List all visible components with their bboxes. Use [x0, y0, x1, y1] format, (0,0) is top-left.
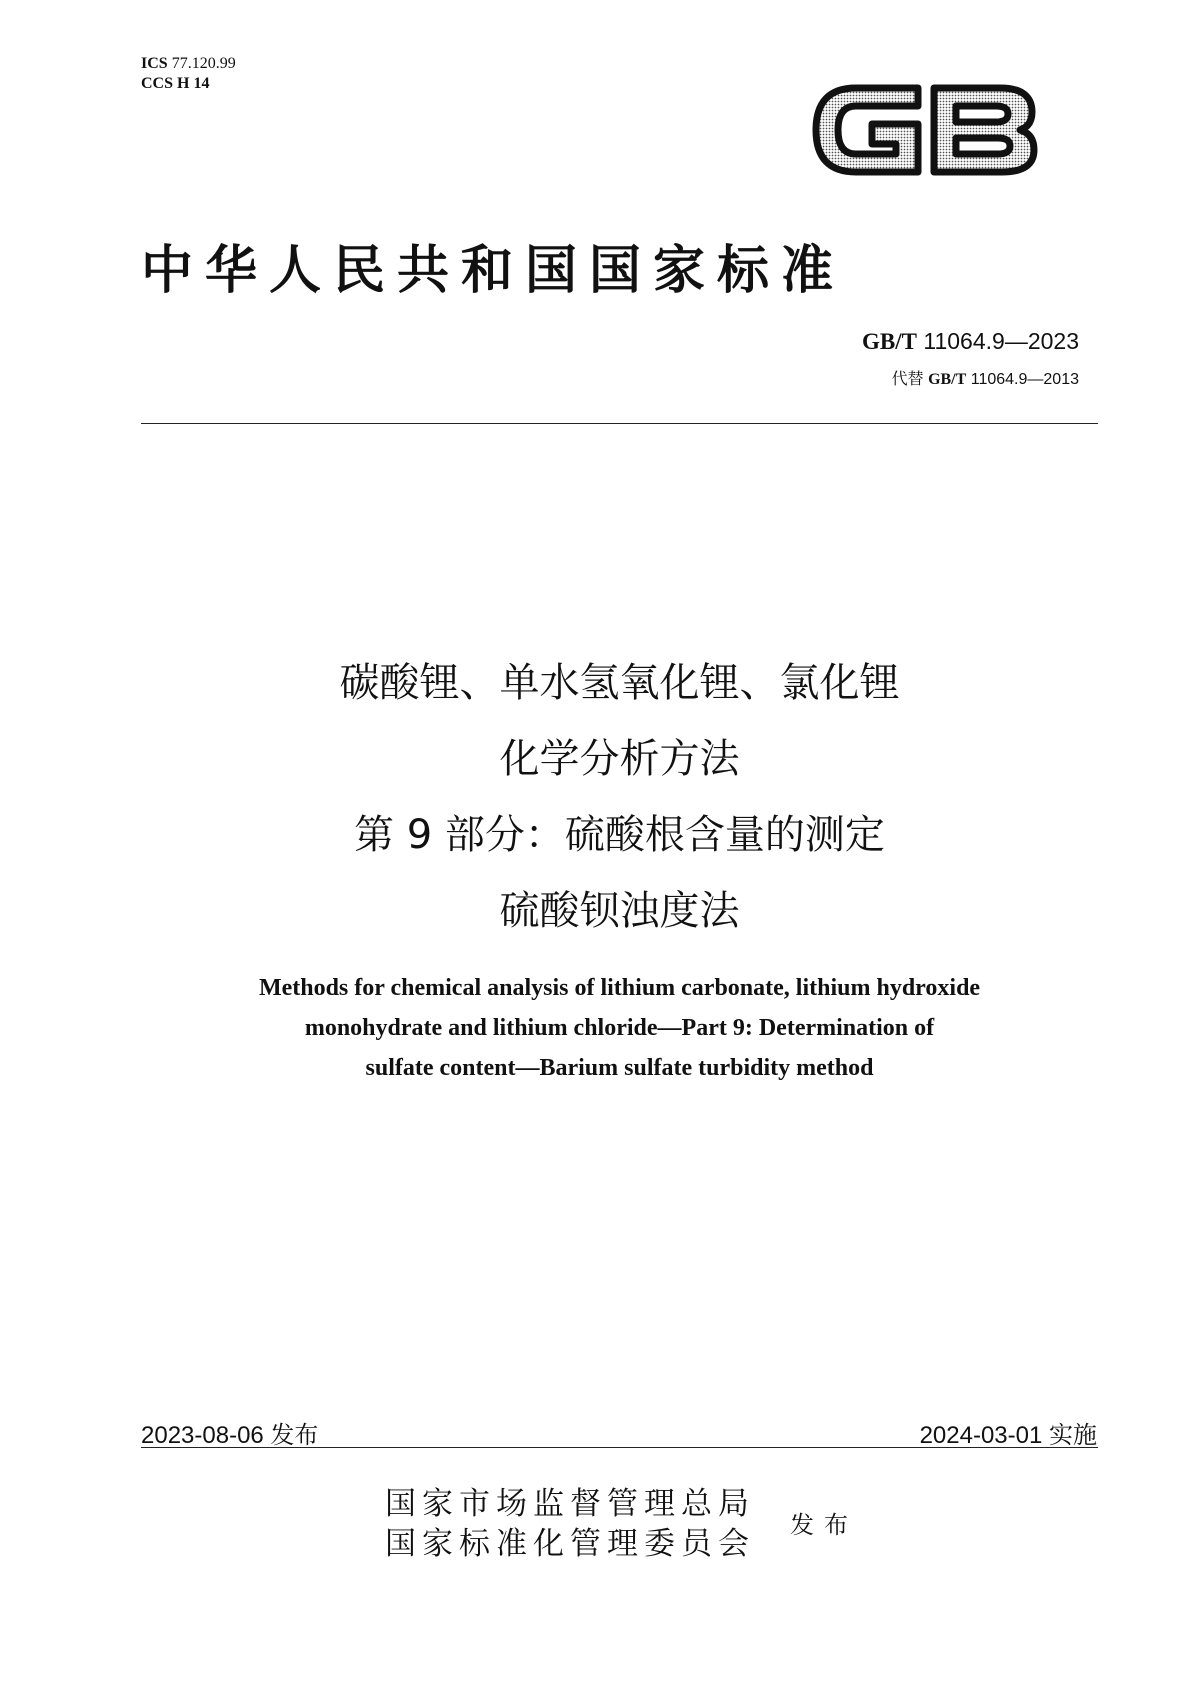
- ccs-value: H 14: [177, 75, 210, 92]
- english-title-line: sulfate content—Barium sulfate turbidity method: [365, 1055, 874, 1081]
- ccs-code: [141, 74, 236, 94]
- bottom-divider: [141, 1447, 1098, 1448]
- chinese-title-line: 碳酸锂、单水氢氧化锂、氯化锂: [339, 660, 900, 706]
- replaces-prefix: GB/T: [928, 371, 967, 388]
- implementation-date: 2024-03-01 实施: [919, 1422, 1097, 1449]
- english-title-line: Methods for chemical analysis of lithium carbonate, lithium hydroxide: [258, 975, 981, 1001]
- issuing-authorities: [385, 1484, 755, 1564]
- replaces-number: 11064.9—2013: [970, 371, 1079, 388]
- standard-number-prefix: GB/T: [862, 329, 917, 354]
- english-title-line: monohydrate and lithium chloride—Part 9: Determination of: [304, 1015, 935, 1041]
- english-title: [141, 968, 1098, 1088]
- replaces-standard: [892, 366, 1079, 389]
- ics-label: ICS: [141, 55, 168, 72]
- replaces-label: 代替: [891, 371, 924, 388]
- ics-value: 77.120.99: [171, 55, 236, 72]
- ics-code: [141, 54, 236, 74]
- classification-codes: [141, 54, 236, 94]
- ccs-label: CCS: [141, 75, 174, 92]
- standard-number: [862, 328, 1079, 355]
- publish-label: 发布: [790, 1511, 858, 1539]
- chinese-title: [141, 645, 1098, 949]
- gb-logo: [810, 70, 1040, 190]
- gb-logo-icon: [810, 70, 1040, 190]
- chinese-title-line: 化学分析方法: [499, 736, 740, 782]
- standard-number-value: 11064.9—2023: [923, 328, 1079, 354]
- issue-date: 2023-08-06 发布: [141, 1422, 319, 1449]
- issuer-name: 国家市场监督管理总局: [385, 1486, 755, 1522]
- chinese-title-line: 硫酸钡浊度法: [499, 888, 740, 934]
- national-standard-title: 中华人民共和国国家标准: [141, 240, 846, 301]
- top-divider: [141, 423, 1098, 424]
- issuer-name: 国家标准化管理委员会: [385, 1526, 755, 1562]
- chinese-title-line: 第 9 部分：硫酸根含量的测定: [354, 812, 885, 858]
